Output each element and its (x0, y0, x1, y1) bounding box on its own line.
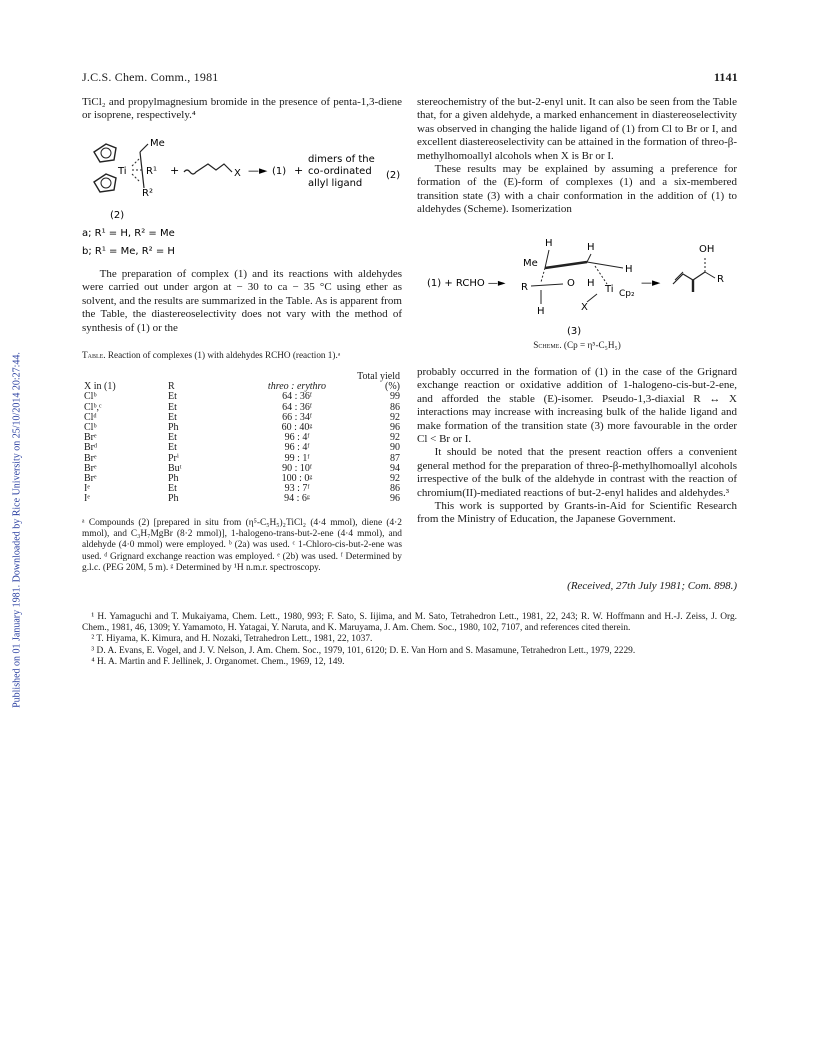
download-watermark (10, 250, 24, 810)
ts-carbonyl-bond (531, 284, 563, 286)
right-column-top-text (417, 96, 737, 217)
cp-ring-lower-circle (101, 178, 111, 188)
ts-r-label: R (521, 282, 528, 293)
cell-x: Iᵉ (84, 493, 90, 505)
scheme-caption-text: (Cp = η⁵-C₅H₅) (563, 340, 621, 350)
me-bond (140, 144, 148, 152)
intro-paragraph: TiCl₂ and propylmagnesium bromide in the presence of penta-1,3-diene or isoprene, respectively.⁴ (82, 96, 402, 122)
table-caption-text: Reaction of complexes (1) with aldehydes RCHO (reaction 1).ᵃ (107, 350, 341, 360)
right-column-bottom-text (417, 366, 737, 527)
table-caption (82, 350, 402, 361)
transition-state-label: (3) (567, 326, 582, 337)
cell-r: Ph (168, 493, 179, 505)
product-line-3: allyl ligand (308, 178, 363, 189)
table-row (82, 403, 402, 413)
reaction-arrow: —► (248, 164, 268, 177)
me-label: Me (150, 138, 165, 149)
cell-r: Et (168, 401, 177, 413)
cell-ratio: 64 : 36ᶠ (282, 401, 312, 413)
scheme-caption-label: Scheme. (533, 340, 562, 350)
cell-r: Et (168, 442, 177, 454)
cell-r: Et (168, 411, 177, 423)
compound-2a-definition: a; R¹ = H, R² = Me (82, 228, 175, 239)
plus-sign-2: + (294, 164, 304, 177)
product-r-label: R (717, 274, 724, 285)
ts-me-label: Me (523, 258, 538, 269)
ts-ti-label: Ti (605, 284, 614, 295)
ts-h-top-1: H (545, 238, 553, 249)
ts-h-top-2: H (587, 242, 595, 253)
scheme-lhs: (1) + RCHO —► (427, 278, 506, 289)
reaction-2-scheme (82, 130, 402, 260)
cp-ring-upper-circle (101, 148, 111, 158)
cell-ratio: 90 : 10ᶠ (282, 462, 312, 474)
butenyl-halide-chain (184, 164, 232, 174)
running-header-journal: J.C.S. Chem. Comm., 1981 (82, 70, 219, 84)
product-r-bond (705, 272, 715, 278)
cell-ratio: 64 : 36ᶠ (282, 391, 312, 403)
cell-x: Clᵇ (84, 422, 97, 434)
cell-ratio: 60 : 40ᵍ (281, 422, 313, 434)
table-row (82, 484, 402, 494)
cell-yield: 92 (390, 411, 400, 423)
ti-allyl-bond-1 (132, 158, 140, 166)
table-header-row-2 (82, 382, 402, 392)
cell-r: Buᵗ (168, 462, 182, 474)
reference-item: ⁴ H. A. Martin and F. Jellinek, J. Organomet. Chem., 1969, 12, 149. (91, 656, 345, 667)
cell-ratio: 66 : 34ᶠ (282, 411, 312, 423)
table-header-row-1 (82, 372, 402, 382)
cell-r: Et (168, 483, 177, 495)
cell-x: Clᵇ (84, 391, 97, 403)
cell-yield: 90 (390, 442, 400, 454)
ts-bond-2 (545, 262, 587, 268)
table-body (82, 392, 402, 504)
product-line-1: dimers of the (308, 154, 375, 165)
scheme-caption (417, 340, 737, 351)
table-row (82, 392, 402, 402)
cell-ratio: 93 : 7ᶠ (284, 483, 310, 495)
cell-x: Clᵈ (84, 411, 97, 423)
equation-number-2: (2) (386, 170, 401, 181)
stereochemistry-paragraph: stereochemistry of the but-2-enyl unit. It can also be seen from the Table that, for a given aldehyde, a marked enhancement in diastereoselectivity was observed in changing the halide ligand of (1) from Cl to Br or I, and excellent diastereoselectivity can be attained in the formation of threo-β-methylhomoallyl alcohols when X is Br or I. (417, 96, 737, 162)
cell-yield: 96 (390, 422, 400, 434)
table-row (82, 474, 402, 484)
plus-sign-1: + (170, 164, 180, 177)
ts-forming-bond (541, 268, 545, 282)
product-alkene-chain (673, 272, 705, 284)
download-watermark-text: Published on 01 January 1981. Downloaded by Rice University on 25/10/2014 20:27:44. (11, 352, 23, 708)
ts-h-mid: H (587, 278, 595, 289)
r2-label: R² (142, 188, 153, 199)
cell-ratio: 96 : 4ᶠ (284, 432, 310, 444)
cell-yield: 99 (390, 391, 400, 403)
scheme-arrow: —► (641, 276, 661, 289)
product-1-label: (1) (272, 166, 287, 177)
product-line-2: co-ordinated (308, 166, 372, 177)
cell-ratio: 94 : 6ᵍ (284, 493, 310, 505)
cell-x: Brᵉ (84, 473, 97, 485)
method-paragraph: It should be noted that the present reaction offers a convenient general method for the preparation of threo-β-methylhomoallyl alcohols irrespective of the bulk of the aldehyde in contrast with the reaction of chromium(II)-mediated reactions of but-2-enyl halides and aldehydes.³ (417, 446, 737, 499)
cell-r: Ph (168, 422, 179, 434)
product-oh-label: OH (699, 244, 715, 255)
ts-h-bottom: H (537, 306, 545, 317)
explanation-paragraph: These results may be explained by assuming a preference for formation of the (E)-form of complexes (1) and a six-membered transition state (3) with a chair conformation in the addition of (1) to aldehydes (Scheme). Isomerization (417, 163, 737, 216)
ts-bond-3 (587, 254, 591, 262)
ti-allyl-bond-3 (132, 174, 140, 182)
cp-ring-upper (94, 144, 116, 162)
cell-x: Brᵉ (84, 462, 97, 474)
cell-yield: 86 (390, 483, 400, 495)
compound-2-label: (2) (110, 210, 125, 221)
cell-x: Brᵈ (84, 442, 98, 454)
cell-x: Clᵇ,ᶜ (84, 401, 102, 413)
table-row (82, 454, 402, 464)
table-row (82, 413, 402, 423)
reference-item: ² T. Hiyama, K. Kimura, and H. Nozaki, Tetrahedron Lett., 1981, 22, 1037. (91, 634, 373, 645)
cell-r: Prⁱ (168, 452, 179, 464)
header-r: R (168, 381, 175, 393)
cell-x: Brᵉ (84, 452, 97, 464)
reference-item: ³ D. A. Evans, E. Vogel, and J. V. Nelson, J. Am. Chem. Soc., 1979, 101, 6120; D. E. Van Horn and S. Masamune, Tetrahedron Lett., 1979, 2229. (91, 645, 636, 656)
ts-x-label: X (581, 302, 588, 313)
acknowledgement-paragraph: This work is supported by Grants-in-Aid for Scientific Research from the Ministry of Education, the Japanese Government. (417, 500, 737, 526)
ts-cp2-label: Cp₂ (619, 289, 635, 299)
table-row (82, 433, 402, 443)
cell-ratio: 99 : 1ᶠ (284, 452, 310, 464)
references (82, 612, 737, 668)
ts-o-label: O (567, 278, 575, 289)
table-footnotes: ᵃ Compounds (2) [prepared in situ from (η⁵-C₅H₅)₂TiCl₂ (4·4 mmol), diene (4·2 mmol), and C₃H₇MgBr (8·2 mmol)], 1-halogeno-trans-but-2-ene (4·4 mmol), and aldehyde (4·0 mmol) were employed. ᵇ (2a) was used. ᶜ 1-Chloro-cis-but-2-ene was used. ᵈ Grignard exchange reaction was employed. ᵉ (2b) was used. ᶠ Determined by g.l.c. (PEG 20M, 5 m). ᵍ Determined by ¹H n.m.r. spectroscopy. (82, 518, 402, 573)
cell-ratio: 100 : 0ᵍ (281, 473, 313, 485)
cell-ratio: 96 : 4ᶠ (284, 442, 310, 454)
cell-r: Et (168, 391, 177, 403)
received-date: (Received, 27th July 1981; Com. 898.) (567, 580, 737, 592)
header-x-in-1: X in (1) (84, 381, 116, 393)
cell-yield: 87 (390, 452, 400, 464)
table-row (82, 494, 402, 504)
table-row (82, 423, 402, 433)
cell-x: Brᵉ (84, 432, 97, 444)
reference-item: ¹ H. Yamaguchi and T. Mukaiyama, Chem. Lett., 1980, 993; F. Sato, S. Iijima, and M. Sato, Tetrahedron Lett., 1981, 22, 243; R. W. Hoffmann and H.-J. Zeiss, J. Org. Chem., 1981, 46, 1309; Y. Yamamoto, H. Yatagai, Y. Naruta, and K. Maruyama, J. Am. Chem. Soc., 1980, 102, 7107, and references cited therein. (82, 612, 737, 634)
header-threo-erythro: threo : erythro (267, 381, 327, 393)
cell-x: Iᵉ (84, 483, 90, 495)
ts-bond-4 (587, 262, 623, 268)
cell-r: Ph (168, 473, 179, 485)
cell-yield: 96 (390, 493, 400, 505)
isomerization-paragraph: probably occurred in the formation of (1) in the case of the Grignard exchange reaction or oxidative addition of 1-halogeno-cis-but-2-ene, and afforded the stable (E)-isomer. Pseudo-1,3-diaxial R ↔ X interactions may increase with increasing bulk of the halide ligand and make formation of the transition state (3) more favourable in the order Cl < Br or I. (417, 366, 737, 446)
ts-ti-x-bond (587, 294, 597, 302)
ts-h-right: H (625, 264, 633, 275)
cp-ring-lower (94, 174, 116, 192)
cell-yield: 92 (390, 432, 400, 444)
ti-label: Ti (118, 166, 127, 177)
halide-x-label: X (234, 168, 241, 179)
ts-ti-bond (595, 266, 607, 284)
cell-yield: 86 (390, 401, 400, 413)
table-row (82, 443, 402, 453)
table-row (82, 464, 402, 474)
ts-bond-1 (545, 250, 549, 268)
page-number: 1141 (713, 70, 738, 84)
r1-label: R¹ (146, 166, 157, 177)
cell-yield: 94 (390, 462, 400, 474)
cell-yield: 92 (390, 473, 400, 485)
header-total-yield: Total yield (357, 371, 400, 382)
compound-2b-definition: b; R¹ = Me, R² = H (82, 246, 175, 257)
results-table (82, 372, 402, 505)
table-caption-label: Table. (82, 350, 106, 360)
cell-r: Et (168, 432, 177, 444)
preparation-paragraph: The preparation of complex (1) and its reactions with aldehydes were carried out under argon at − 30 to ca − 35 °C using ether as solvent, and the results are summarized in the Table. As is apparent from the Table, the diastereoselectivity does not vary with the method of synthesis of (1) or the (82, 268, 402, 334)
header-yield-percent: (%) (385, 381, 400, 393)
